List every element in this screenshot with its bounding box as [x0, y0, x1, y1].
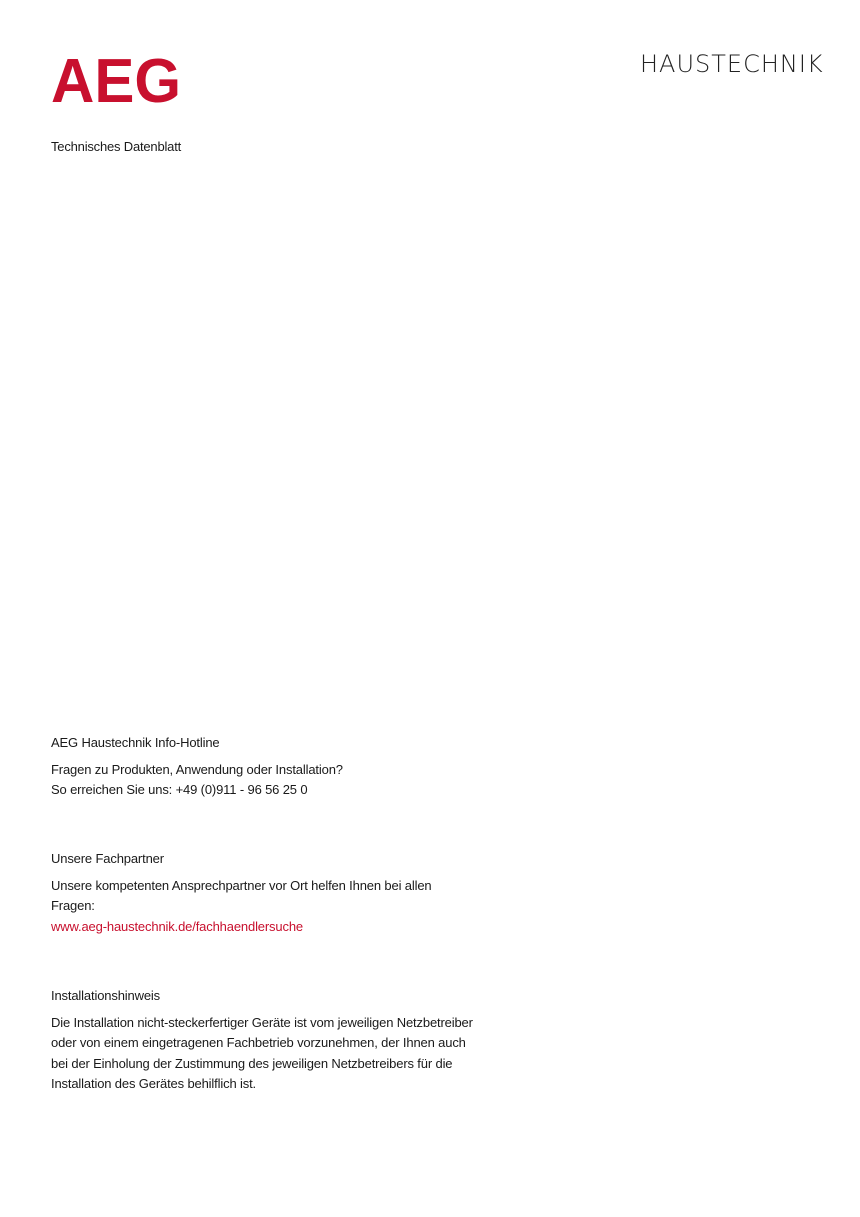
installation-line-1: Die Installation nicht-steckerfertiger Geräte ist vom jeweiligen Netzbetreiber [51, 1014, 473, 1030]
partner-line-2: Fragen: [51, 898, 95, 913]
partner-line-1: Unsere kompetenten Ansprechpartner vor Ort helfen Ihnen bei allen [51, 877, 432, 893]
aeg-logo [51, 50, 183, 108]
installation-section [51, 986, 521, 1095]
document-title: Technisches Datenblatt [51, 139, 182, 154]
partner-section [51, 849, 521, 937]
installation-line-4: Installation des Gerätes behilflich ist. [51, 1076, 256, 1091]
dealer-search-link[interactable]: www.aeg-haustechnik.de/fachhaendlersuche [51, 918, 304, 934]
haustechnik-brand: HAUSTECHNIK [640, 50, 824, 78]
installation-heading: Installationshinweis [51, 988, 161, 1003]
installation-line-2: oder von einem eingetragenen Fachbetrieb vorzunehmen, der Ihnen auch [51, 1035, 466, 1050]
svg-text:AEG: AEG [51, 50, 181, 108]
installation-line-3: bei der Einholung der Zustimmung des jeweiligen Netzbetreibers für die [51, 1055, 453, 1071]
hotline-line-2: So erreichen Sie uns: +49 (0)911 - 96 56 25 0 [51, 782, 308, 797]
hotline-heading: AEG Haustechnik Info-Hotline [51, 735, 220, 750]
hotline-section [51, 733, 521, 801]
partner-heading: Unsere Fachpartner [51, 851, 164, 866]
hotline-line-1: Fragen zu Produkten, Anwendung oder Installation? [51, 761, 343, 777]
